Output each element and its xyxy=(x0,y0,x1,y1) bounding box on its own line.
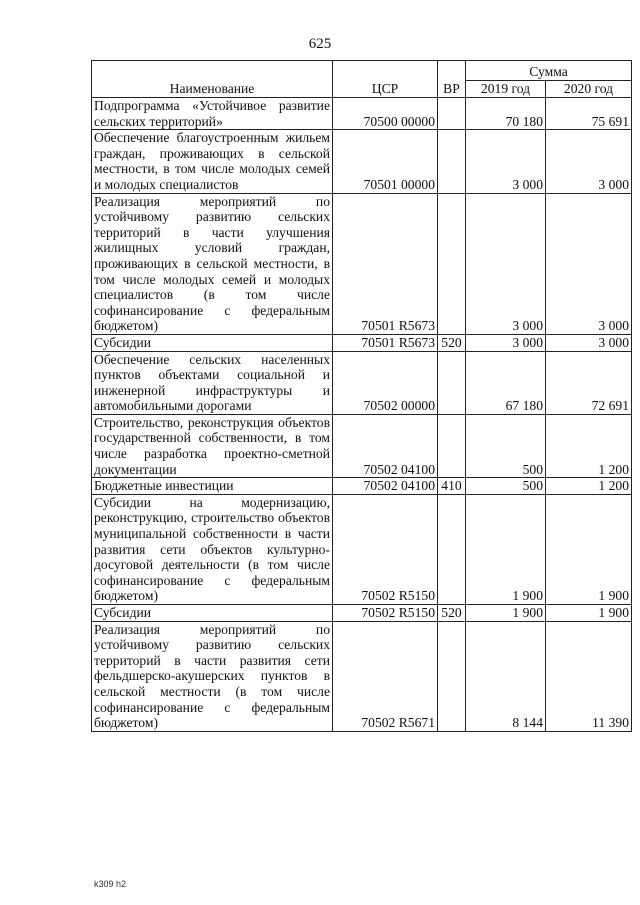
row-sum-2019: 70 180 xyxy=(466,98,546,130)
header-name: Наименование xyxy=(92,61,333,98)
row-vr xyxy=(438,621,466,731)
table-row xyxy=(92,621,632,731)
row-sum-2020: 3 000 xyxy=(546,130,632,193)
table-row xyxy=(92,605,632,622)
row-vr xyxy=(438,193,466,334)
table-row xyxy=(92,414,632,477)
row-name: Подпрограмма «Устойчивое развитие сельских территорий» xyxy=(92,98,333,130)
table-row xyxy=(92,334,632,351)
row-name: Строительство, реконструкция объектов государственной собственности, в том числе разработка проектно-сметной документации xyxy=(92,414,333,477)
row-csr: 70501 00000 xyxy=(333,130,438,193)
row-vr xyxy=(438,351,466,414)
row-name: Субсидии на модернизацию, реконструкцию, строительство объектов муниципальной собственности в части развития сети объектов культурно-досуговой деятельности (в том числе софинансирование с федеральным бюджетом) xyxy=(92,494,333,604)
row-csr: 70502 04100 xyxy=(333,478,438,495)
row-vr: 520 xyxy=(438,334,466,351)
row-sum-2019: 3 000 xyxy=(466,130,546,193)
table-row xyxy=(92,494,632,604)
row-sum-2019: 3 000 xyxy=(466,334,546,351)
row-sum-2019: 1 900 xyxy=(466,605,546,622)
header-vr: ВР xyxy=(438,61,466,98)
row-sum-2020: 3 000 xyxy=(546,193,632,334)
table-row xyxy=(92,130,632,193)
row-sum-2020: 1 900 xyxy=(546,494,632,604)
header-sum: Сумма xyxy=(466,61,632,81)
row-sum-2019: 67 180 xyxy=(466,351,546,414)
row-name: Обеспечение сельских населенных пунктов объектами социальной и инженерной инфраструктуры и автомобильными дорогами xyxy=(92,351,333,414)
row-sum-2019: 500 xyxy=(466,414,546,477)
row-csr: 70502 R5150 xyxy=(333,494,438,604)
budget-table xyxy=(91,60,632,732)
row-sum-2020: 1 200 xyxy=(546,414,632,477)
row-sum-2020: 1 200 xyxy=(546,478,632,495)
row-vr xyxy=(438,98,466,130)
table-row xyxy=(92,478,632,495)
row-sum-2020: 75 691 xyxy=(546,98,632,130)
row-name: Субсидии xyxy=(92,605,333,622)
row-csr: 70502 00000 xyxy=(333,351,438,414)
row-sum-2019: 1 900 xyxy=(466,494,546,604)
row-name: Субсидии xyxy=(92,334,333,351)
header-csr: ЦСР xyxy=(333,61,438,98)
footer-code: k309 h2 xyxy=(94,879,127,889)
row-name: Обеспечение благоустроенным жильем граждан, проживающих в сельской местности, в том числе молодых семей и молодых специалистов xyxy=(92,130,333,193)
row-sum-2020: 11 390 xyxy=(546,621,632,731)
row-csr: 70501 R5673 xyxy=(333,193,438,334)
row-vr xyxy=(438,494,466,604)
row-vr xyxy=(438,130,466,193)
row-name: Реализация мероприятий по устойчивому развитию сельских территорий в части развития сети фельдшерско-акушерских пунктов в сельской местности (в том числе софинансирование с федеральным бюджетом) xyxy=(92,621,333,731)
row-vr: 520 xyxy=(438,605,466,622)
row-csr: 70502 R5150 xyxy=(333,605,438,622)
row-csr: 70502 R5671 xyxy=(333,621,438,731)
header-year-2019: 2019 год xyxy=(466,81,546,98)
row-sum-2019: 8 144 xyxy=(466,621,546,731)
table-row xyxy=(92,193,632,334)
table-row xyxy=(92,351,632,414)
table-header-row xyxy=(92,61,632,81)
table-row xyxy=(92,98,632,130)
row-vr: 410 xyxy=(438,478,466,495)
row-csr: 70502 04100 xyxy=(333,414,438,477)
row-csr: 70501 R5673 xyxy=(333,334,438,351)
row-sum-2020: 3 000 xyxy=(546,334,632,351)
header-year-2020: 2020 год xyxy=(546,81,632,98)
row-sum-2020: 1 900 xyxy=(546,605,632,622)
row-name: Реализация мероприятий по устойчивому развитию сельских территорий в части улучшения жилищных условий граждан, проживающих в сельской местности, в том числе молодых семей и молодых специалистов (в том числе софинансирование с федеральным бюджетом) xyxy=(92,193,333,334)
row-sum-2019: 3 000 xyxy=(466,193,546,334)
row-csr: 70500 00000 xyxy=(333,98,438,130)
row-sum-2020: 72 691 xyxy=(546,351,632,414)
row-sum-2019: 500 xyxy=(466,478,546,495)
page-number: 625 xyxy=(308,36,332,52)
row-name: Бюджетные инвестиции xyxy=(92,478,333,495)
row-vr xyxy=(438,414,466,477)
